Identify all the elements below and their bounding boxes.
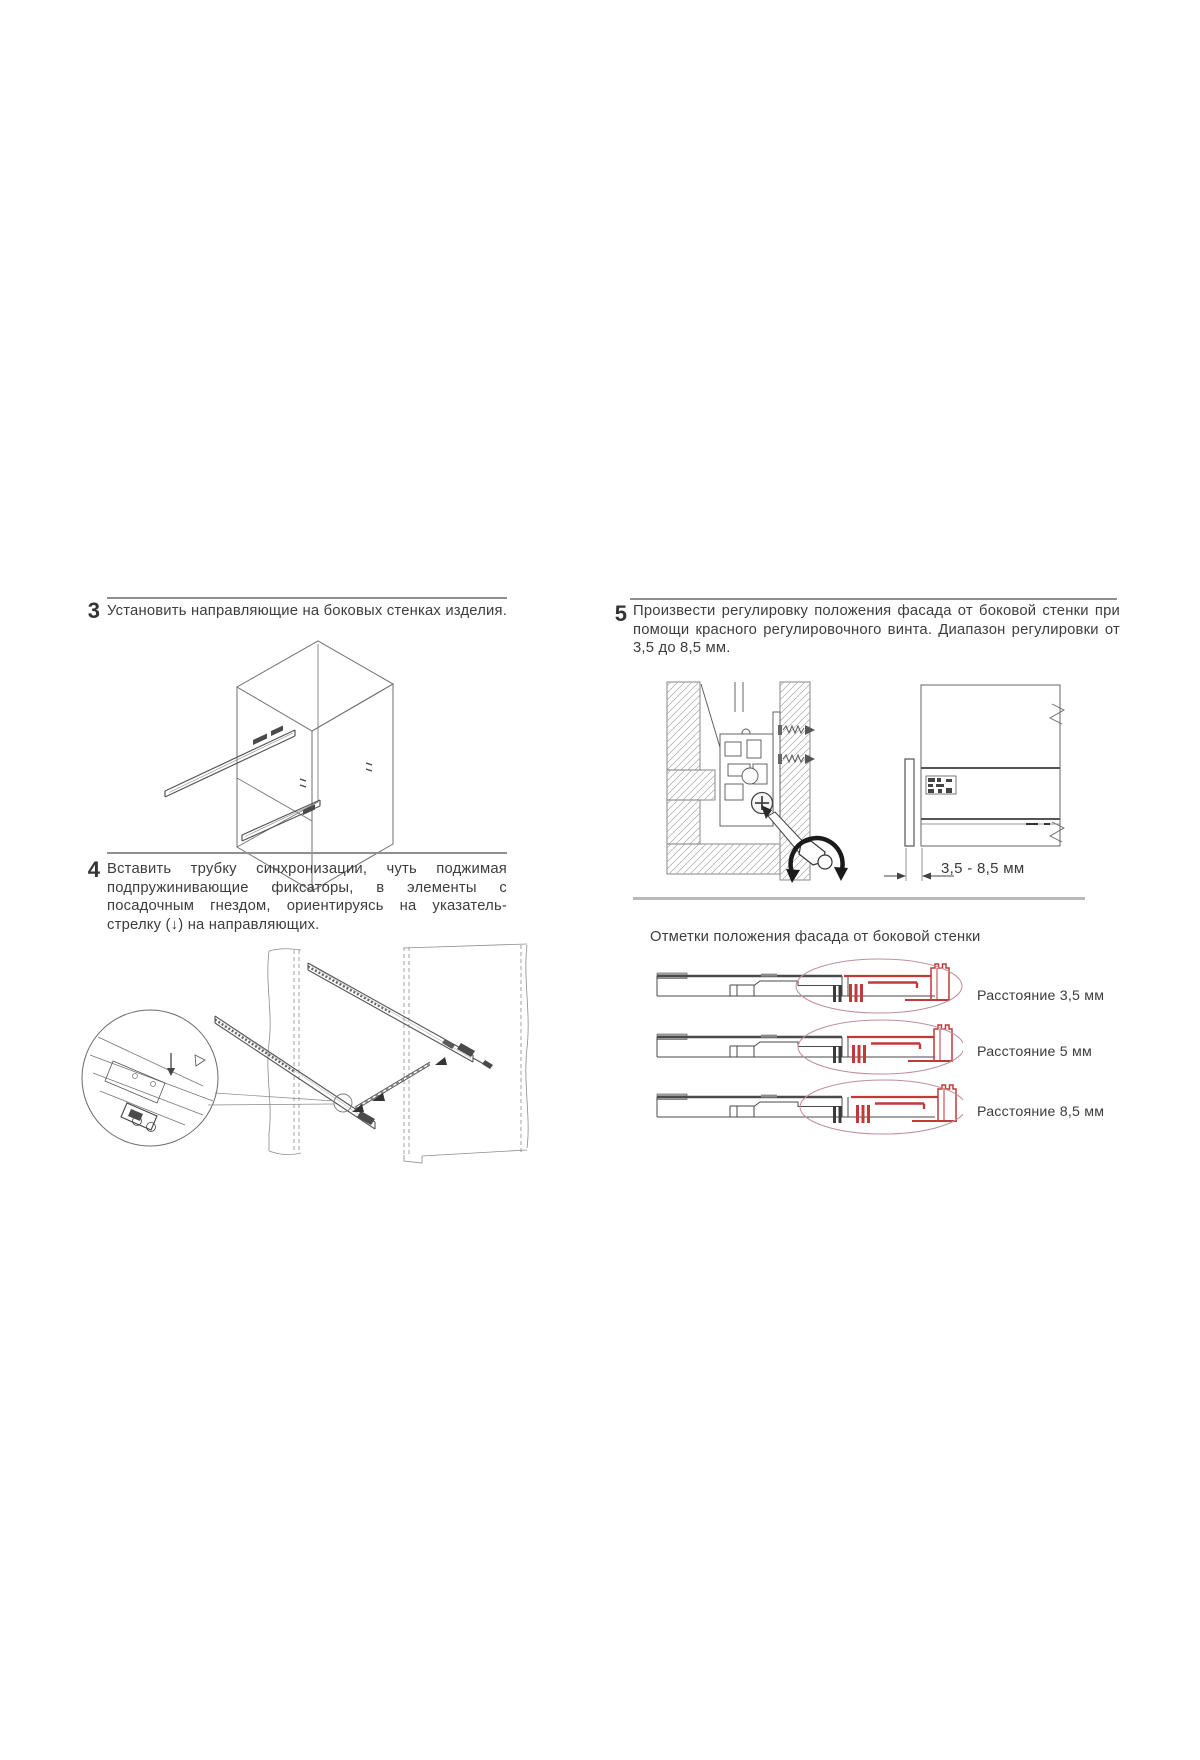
- facade-marks-diagrams: [653, 956, 963, 1142]
- mark-diagram-8-5mm: [657, 1080, 963, 1134]
- step5-text: Произвести регулировку положения фасада от боковой стенки при помощи красного регулировочного винта. Диапазон регулировки от 3,5 до 8,5 мм.: [633, 603, 1120, 656]
- cabinet-side-panel: [921, 685, 1064, 846]
- insert-arrow-icon: [372, 1093, 385, 1101]
- upper-slide-rail: [165, 726, 295, 798]
- marks-heading: Отметки положения фасада от боковой стенки: [650, 929, 981, 945]
- cabinet-box: [237, 641, 393, 891]
- step3-divider-rule: [107, 597, 507, 599]
- left-panel: [268, 949, 301, 1155]
- step5-adjustment-detail-drawing: [595, 676, 873, 888]
- mark-label-5mm: Расстояние 5 мм: [977, 1044, 1092, 1060]
- mark-label-8-5mm: Расстояние 8,5 мм: [977, 1104, 1105, 1120]
- detail-callout: [82, 1010, 218, 1146]
- step5-number: 5: [614, 601, 627, 626]
- rear-slide-rail: [308, 963, 493, 1069]
- sync-tube: [352, 1057, 447, 1112]
- label-plate: [926, 776, 956, 794]
- marks-section-divider: [633, 897, 1085, 900]
- mark-diagram-3-5mm: [657, 959, 962, 1013]
- step5-divider-rule: [630, 598, 1117, 600]
- callout-leader-lines: [208, 1093, 334, 1105]
- step4-divider-rule: [107, 852, 507, 854]
- step4-sync-tube-drawing: [65, 943, 537, 1165]
- screw-marks: [300, 763, 372, 787]
- gap-dimension-label: 3,5 - 8,5 мм: [941, 860, 1025, 877]
- mounting-screws: [778, 725, 815, 764]
- lower-slide-rail: [242, 800, 320, 841]
- mark-diagram-5mm: [657, 1020, 963, 1074]
- insert-arrow-icon: [435, 1057, 447, 1065]
- facade-edge: [905, 759, 914, 846]
- step3-number: 3: [87, 598, 100, 623]
- step3-text: Установить направляющие на боковых стенках изделия.: [107, 603, 508, 619]
- step5-side-view-drawing: [878, 670, 1120, 888]
- mark-label-3-5mm: Расстояние 3,5 мм: [977, 988, 1105, 1004]
- front-slide-rail: [215, 1016, 375, 1129]
- step4-number: 4: [87, 857, 100, 882]
- step4-text: Вставить трубку синхронизации, чуть поджимая подпружинивающие фиксаторы, в элементы с посадочным гнездом, ориентируясь на указатель-стрелку (↓) на направляющих.: [107, 861, 507, 933]
